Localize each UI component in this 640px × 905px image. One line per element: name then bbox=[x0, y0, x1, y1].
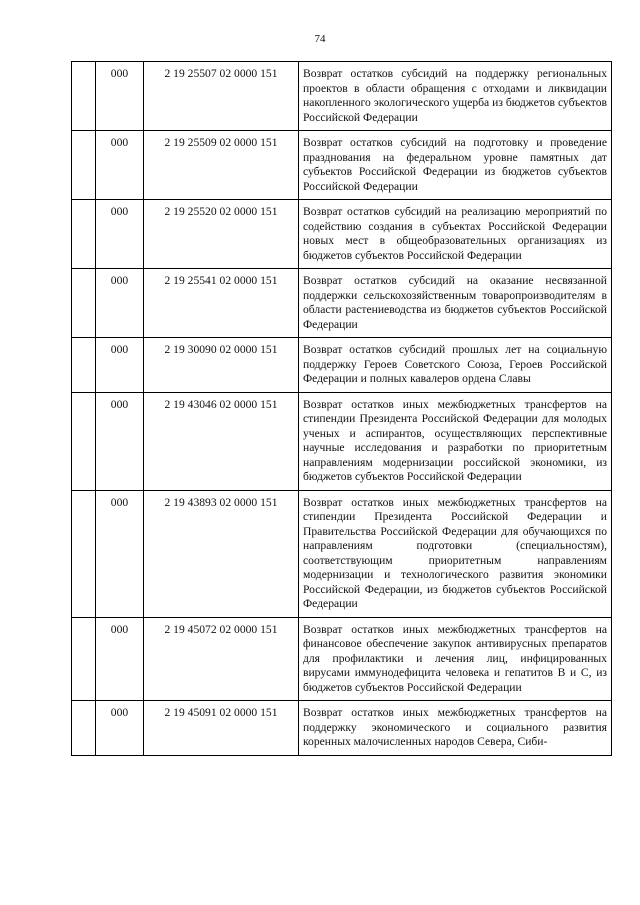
admin-code-cell: 000 bbox=[96, 617, 144, 701]
description-cell: Возврат остатков иных межбюджетных трансфертов на стипендии Президента Российской Федерации и Правительства Российской Федерации для обучающихся по направлениям подготовки (специальностям), соответствующим приоритетным направлениям модернизации и технологического развития экономики Российской Федерации, из бюджетов субъектов Российской Федерации bbox=[299, 490, 612, 617]
description-cell: Возврат остатков субсидий на поддержку региональных проектов в области обращения с отходами и ликвидации накопленного экологического ущерба из бюджетов субъектов Российской Федерации bbox=[299, 62, 612, 131]
budget-code-cell: 2 19 25520 02 0000 151 bbox=[144, 200, 299, 269]
blank-cell bbox=[72, 701, 96, 756]
blank-cell bbox=[72, 392, 96, 490]
table-row bbox=[72, 269, 612, 338]
table-row bbox=[72, 131, 612, 200]
budget-code-cell: 2 19 25507 02 0000 151 bbox=[144, 62, 299, 131]
budget-classification-table bbox=[71, 61, 612, 756]
description-cell: Возврат остатков иных межбюджетных трансфертов на стипендии Президента Российской Федерации для молодых ученых и аспирантов, осуществляющих перспективные научные исследования и разработки по приоритетным направлениям модернизации российской экономики, из бюджетов субъектов Российской Федерации bbox=[299, 392, 612, 490]
page-number: 74 bbox=[314, 33, 326, 45]
blank-cell bbox=[72, 617, 96, 701]
table-row bbox=[72, 392, 612, 490]
blank-cell bbox=[72, 131, 96, 200]
blank-cell bbox=[72, 62, 96, 131]
budget-code-cell: 2 19 30090 02 0000 151 bbox=[144, 338, 299, 393]
table-row bbox=[72, 62, 612, 131]
description-cell: Возврат остатков субсидий на оказание несвязанной поддержки сельскохозяйственным товаропроизводителям в области растениеводства из бюджетов субъектов Российской Федерации bbox=[299, 269, 612, 338]
table-row bbox=[72, 701, 612, 756]
budget-code-cell: 2 19 45072 02 0000 151 bbox=[144, 617, 299, 701]
table-row bbox=[72, 338, 612, 393]
blank-cell bbox=[72, 200, 96, 269]
budget-code-cell: 2 19 43046 02 0000 151 bbox=[144, 392, 299, 490]
admin-code-cell: 000 bbox=[96, 62, 144, 131]
description-cell: Возврат остатков субсидий прошлых лет на социальную поддержку Героев Советского Союза, Героев Российской Федерации и полных кавалеров ордена Славы bbox=[299, 338, 612, 393]
budget-code-cell: 2 19 45091 02 0000 151 bbox=[144, 701, 299, 756]
admin-code-cell: 000 bbox=[96, 392, 144, 490]
admin-code-cell: 000 bbox=[96, 200, 144, 269]
description-cell: Возврат остатков субсидий на подготовку и проведение празднования на федеральном уровне памятных дат субъектов Российской Федерации из бюджетов субъектов Российской Федерации bbox=[299, 131, 612, 200]
admin-code-cell: 000 bbox=[96, 269, 144, 338]
blank-cell bbox=[72, 338, 96, 393]
blank-cell bbox=[72, 490, 96, 617]
table-row bbox=[72, 200, 612, 269]
admin-code-cell: 000 bbox=[96, 490, 144, 617]
table-body bbox=[72, 62, 612, 756]
budget-code-cell: 2 19 43893 02 0000 151 bbox=[144, 490, 299, 617]
description-cell: Возврат остатков иных межбюджетных трансфертов на финансовое обеспечение закупок антивирусных препаратов для профилактики и лечения лиц, инфицированных вирусами иммунодефицита человека и гепатитов B и C, из бюджетов субъектов Российской Федерации bbox=[299, 617, 612, 701]
blank-cell bbox=[72, 269, 96, 338]
table-row bbox=[72, 617, 612, 701]
description-cell: Возврат остатков иных межбюджетных трансфертов на поддержку экономического и социального развития коренных малочисленных народов Севера, Сиби- bbox=[299, 701, 612, 756]
table-row bbox=[72, 490, 612, 617]
admin-code-cell: 000 bbox=[96, 338, 144, 393]
budget-code-cell: 2 19 25509 02 0000 151 bbox=[144, 131, 299, 200]
admin-code-cell: 000 bbox=[96, 131, 144, 200]
budget-code-cell: 2 19 25541 02 0000 151 bbox=[144, 269, 299, 338]
admin-code-cell: 000 bbox=[96, 701, 144, 756]
description-cell: Возврат остатков субсидий на реализацию мероприятий по содействию создания в субъектах Российской Федерации новых мест в общеобразовательных организациях из бюджетов субъектов Российской Федерации bbox=[299, 200, 612, 269]
